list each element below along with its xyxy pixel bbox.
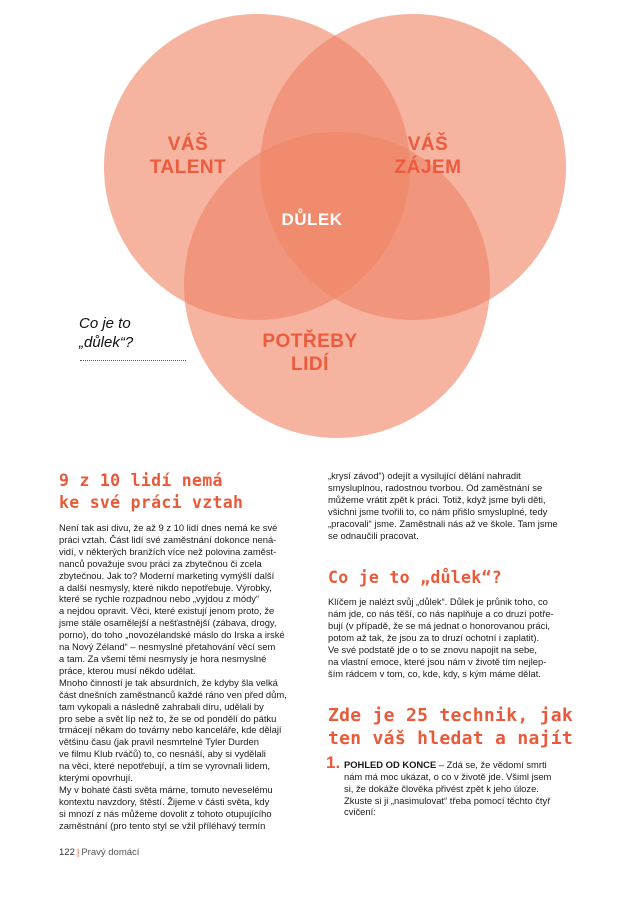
label-your-talent-line2: TALENT	[149, 157, 227, 178]
section2-heading: Co je to „důlek“?	[328, 568, 502, 588]
section1-continued	[328, 470, 580, 541]
technique-body	[344, 759, 580, 819]
section1-cont-text-line: „pracovali“ jsme. Zaměstnali nás až ve škole. Tam jsme	[328, 517, 558, 529]
section1-text-line: trmácejí někam do továrny nebo kanceláře, kde dělají	[59, 724, 282, 736]
section3-heading-line2: ten váš hledat a najít	[328, 727, 574, 749]
section1-body	[59, 522, 311, 832]
section2-body	[328, 596, 580, 679]
section2-text-line: nám jde, co nás těší, co nás naplňuje a co druzí potře-	[328, 608, 554, 620]
caption-line1: Co je to	[79, 315, 131, 332]
technique-text-line: nám má moc ukázat, o co v životě jde. Všiml jsem	[344, 770, 552, 782]
section3-heading-line1: Zde je 25 technik, jak	[328, 704, 574, 726]
label-peoples-needs-line2: LIDÍ	[291, 354, 329, 375]
left-column	[59, 470, 311, 832]
section2-text-line: Ve své podstatě jde o to se znovu napojit na sebe,	[328, 644, 538, 656]
section1-text-line: tam vykopali a následně zahrabali díru, udělali by	[59, 700, 264, 712]
technique-text-line: si, že dokáže člověka přivést zpět k jeho úloze.	[344, 782, 539, 794]
footer-title: Pravý domácí	[81, 847, 140, 858]
technique-text-line: cvičení:	[344, 806, 376, 818]
section1-text-line: zaměstnání (pro tento styl se vžil příléhavý termín	[59, 819, 266, 831]
section1-text-line: na věci, které nepotřebují, a tím se vyrovnali lidem,	[59, 760, 271, 772]
section1-text-line: a tam. Za všemi těmi nesmysly je hora nesmyslné	[59, 652, 267, 664]
section1-text-line: My v bohaté části světa máme, tomuto neveselému	[59, 783, 273, 795]
section1-text-line: práci vztah. Část lidí své zaměstnání dokonce nená-	[59, 533, 277, 545]
caption-divider	[80, 360, 186, 361]
label-your-interest-line1: VÁŠ	[407, 134, 449, 155]
section1-cont-text-line: „krysí závod“) odejít a vysilující dělání nahradit	[328, 470, 521, 481]
section1-text-line: práce, kterou musí někdo udělat.	[59, 664, 196, 676]
technique-text-line: POHLED OD KONCE – Zdá se, že vědomí smrti	[344, 758, 547, 770]
section2-text-line: potom až tak, že jsou za to druzí ochotní i zaplatit).	[328, 632, 540, 644]
label-your-interest-line2: ZÁJEM	[394, 157, 462, 178]
section1-heading-line1: 9 z 10 lidí nemá	[59, 471, 223, 490]
section2-text-line: ším rádcem v tom, co, kde, kdy, s kým máme dělat.	[328, 667, 541, 679]
section1-text-line: si mnozí z nás můžeme dovolit z tohoto otupujícího	[59, 807, 272, 819]
label-your-talent	[128, 133, 248, 179]
section1-heading-line2: ke své práci vztah	[59, 493, 244, 512]
label-your-interest	[368, 133, 488, 179]
section1-cont-text-line: smysluplnou, radostnou tvorbou. Od zaměstnání se	[328, 481, 543, 493]
label-peoples-needs	[250, 330, 370, 376]
section1-cont-text-line: všichni jsme tvořili to, co nám přišlo smysluplné, tedy	[328, 505, 548, 517]
section1-text-line: většinu času (jak pravil nesmrtelné Tyler Durden	[59, 736, 259, 748]
section1-text-line: kontextu navzdory, štěstí. Žijeme v části světa, kdy	[59, 795, 270, 807]
section1-text-line: na Nový Zéland“ – nesmyslné přetahování věcí sem	[59, 641, 276, 653]
page-number: 122	[59, 847, 75, 858]
section1-cont-text-line: se odnaučili pracovat.	[328, 529, 419, 541]
technique-text-line: Zkuste si ji „nasimulovat“ třeba pomocí těchto čtyř	[344, 794, 551, 806]
section1-text-line: ve filmu Klub rváčů) to, co nesnáší, aby si vydělali	[59, 748, 266, 760]
section1-text-line: část dnešních zaměstnanců každé ráno ven před dům,	[59, 688, 287, 700]
label-center-dulek: DŮLEK	[281, 210, 343, 229]
section1-text-line: porno), do toho „novozélandské máslo do Irska a irské	[59, 629, 285, 641]
technique-item-1	[326, 752, 580, 819]
section1-text-line: a nejdou opravit. Věci, které existují jenom proto, že	[59, 605, 275, 617]
diagram-caption	[79, 314, 133, 352]
section2-text-line: bují (v případě, že se má jednat o honorovanou práci,	[328, 620, 551, 632]
section1-text-line: a další nesmysly, které nikdo nepotřebuje. Výrobky,	[59, 581, 272, 593]
section1-text-line: jsme stále osamělejší a nešťastnější (zábava, drogy,	[59, 617, 277, 629]
label-your-talent-line1: VÁŠ	[167, 134, 209, 155]
footer-separator: |	[76, 847, 80, 858]
section1-text-line: kterými opovrhují.	[59, 772, 133, 784]
section1-text-line: Mnoho činností je tak absurdních, že kdyby šla velká	[59, 676, 278, 688]
section1-text-line: pro sebe a svět líp než to, že se od pondělí do pátku	[59, 712, 277, 724]
caption-line2: „důlek“?	[79, 334, 134, 351]
label-peoples-needs-line1: POTŘEBY	[262, 331, 358, 352]
section1-text-line: nanců považuje svou práci za zbytečnou či zcela	[59, 557, 262, 569]
section1-heading	[59, 470, 311, 514]
section1-text-line: vidí, v některých branžích více než polovina zaměst-	[59, 545, 277, 557]
section2-text-line: Klíčem je nalézt svůj „důlek“. Důlek je průnik toho, co	[328, 596, 548, 608]
right-column	[328, 470, 580, 818]
section1-cont-text-line: můžeme vrátit zpět k práci. Totiž, když jsme byli děti,	[328, 493, 546, 505]
page-footer	[59, 847, 139, 858]
technique-title: POHLED OD KONCE	[344, 758, 437, 770]
section1-text-line: které se rychle rozpadnou nebo „vyjdou z módy“	[59, 593, 260, 605]
section1-text-line: Není tak asi divu, že až 9 z 10 lidí dnes nemá ke své	[59, 522, 278, 533]
section2-text-line: na vlastní emoce, které jsou nám v životě tím nejlep-	[328, 655, 547, 667]
section3-heading	[328, 704, 580, 750]
technique-number: 1.	[326, 752, 341, 772]
section1-text-line: zbytečnou. Jak to? Moderní marketing vymýšlí další	[59, 569, 275, 581]
